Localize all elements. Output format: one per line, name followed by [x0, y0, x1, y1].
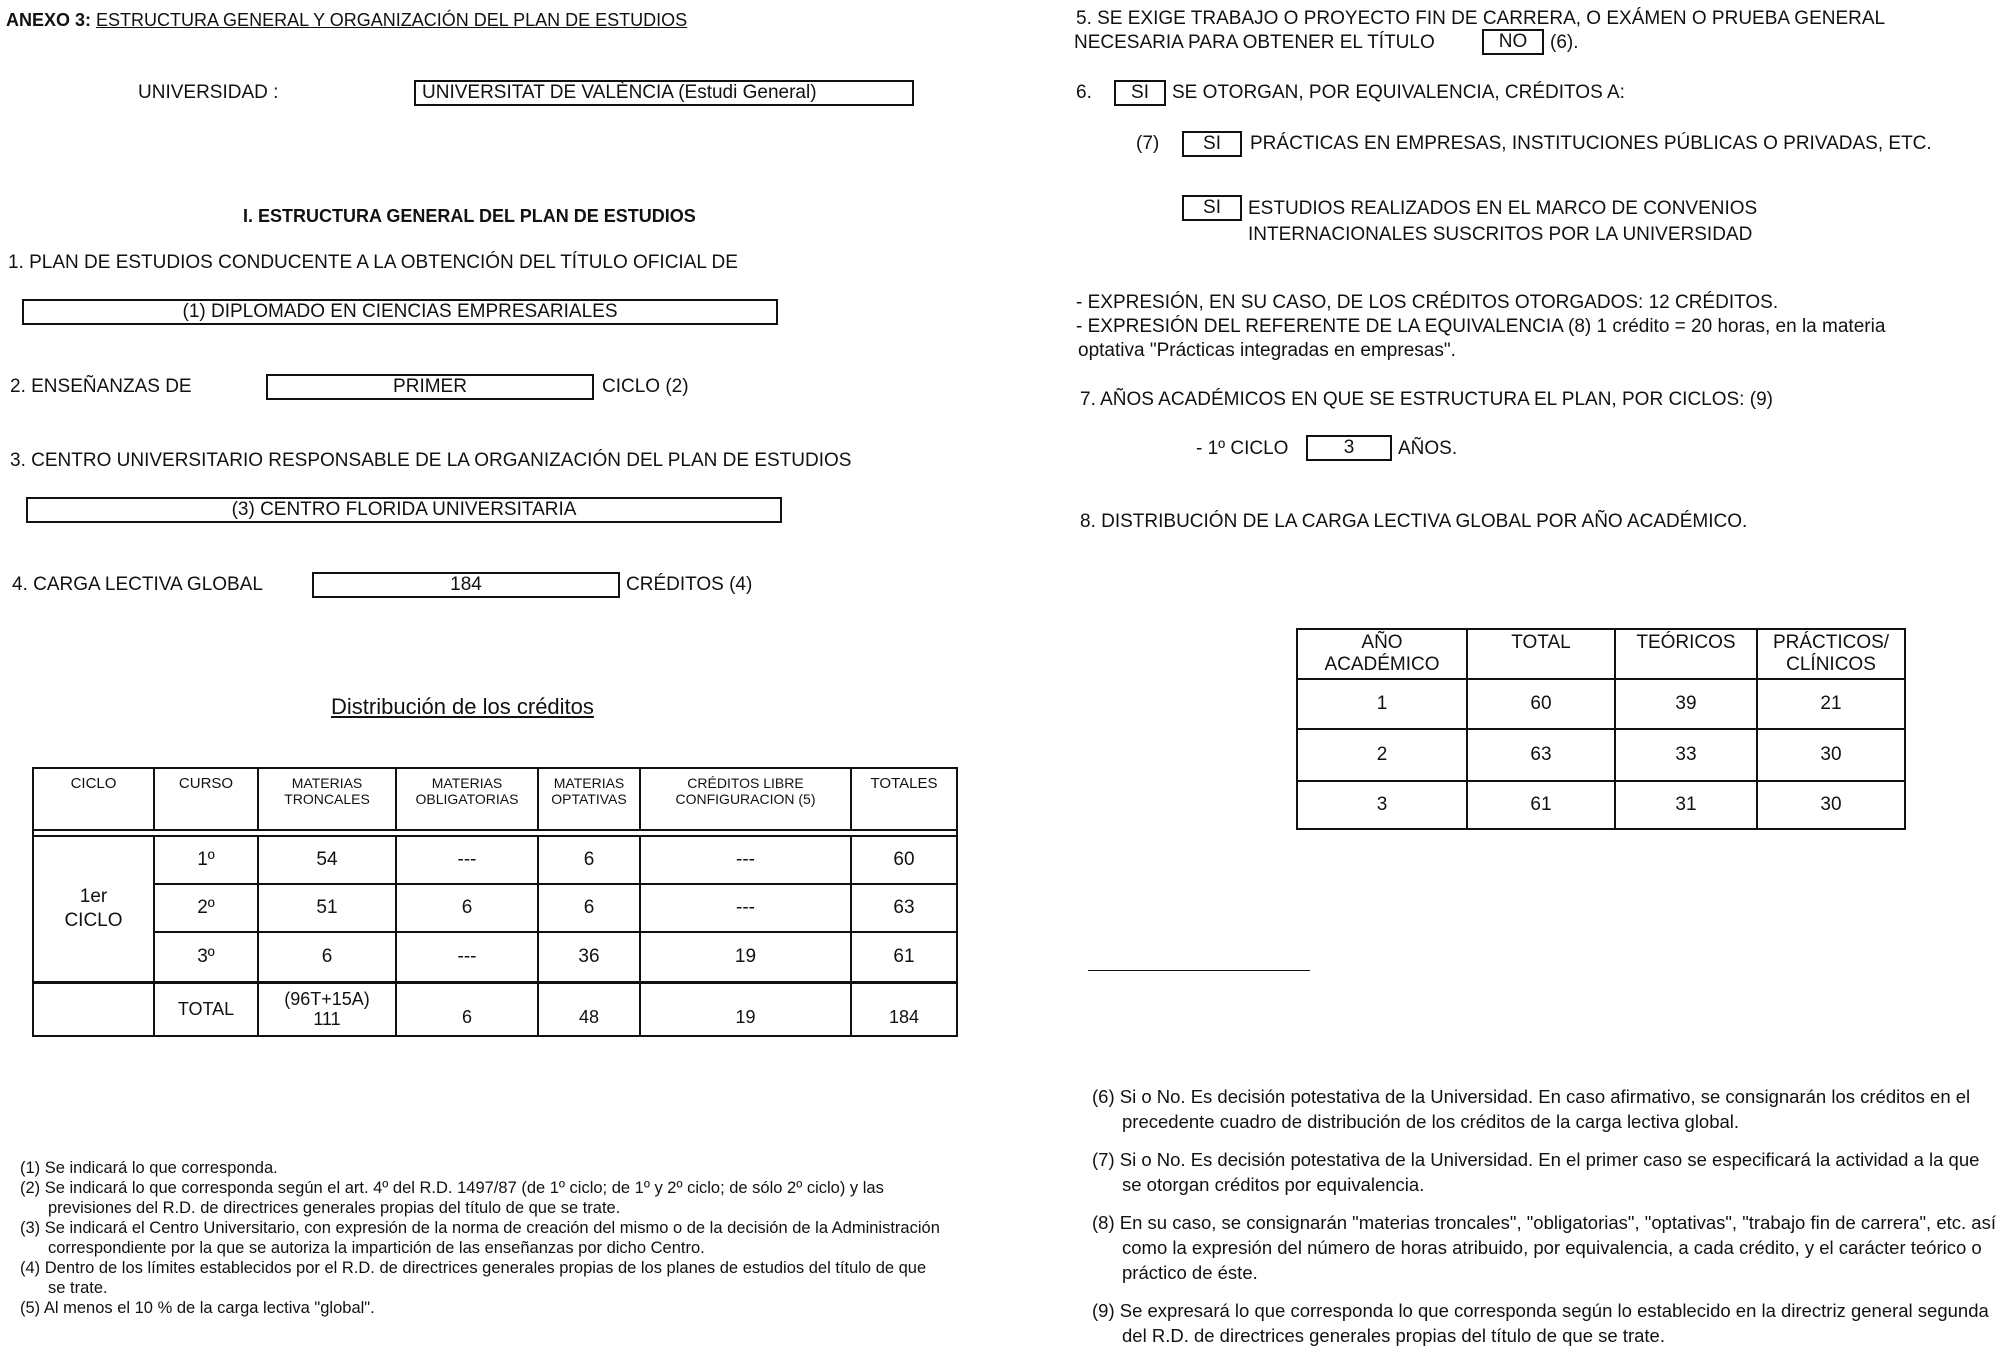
distribution-title: Distribución de los créditos [331, 694, 594, 719]
expression-line1: - EXPRESIÓN, EN SU CASO, DE LOS CRÉDITOS OTORGADOS: 12 CRÉDITOS. [1076, 292, 1779, 313]
university-label: UNIVERSIDAD : [138, 82, 279, 103]
cycle-field: PRIMER [266, 374, 594, 400]
table-row [1297, 729, 1905, 781]
item7-cycle-label: - 1º CICLO [1196, 438, 1289, 459]
col-curso: CURSO [154, 768, 258, 830]
col-ciclo: CICLO [33, 768, 154, 830]
col-libre: CRÉDITOS LIBRE CONFIGURACION (5) [640, 768, 851, 830]
credits-table [32, 767, 958, 1037]
table-row [33, 932, 957, 982]
obligatorias-cell: --- [396, 932, 538, 982]
expression-line2: - EXPRESIÓN DEL REFERENTE DE LA EQUIVALENCIA (8) 1 crédito = 20 horas, en la materia [1076, 316, 1886, 337]
libre-cell: --- [640, 884, 851, 932]
total-totales: 184 [851, 982, 957, 1036]
total-cell: 61 [851, 932, 957, 982]
total-cell: 60 [851, 836, 957, 884]
total-row [33, 982, 957, 1036]
table-row [33, 836, 957, 884]
item5-line1: 5. SE EXIGE TRABAJO O PROYECTO FIN DE CARRERA, O EXÁMEN O PRUEBA GENERAL [1076, 8, 1886, 29]
year-cell: 2 [1297, 729, 1467, 781]
item6-label: SE OTORGAN, POR EQUIVALENCIA, CRÉDITOS A: [1172, 82, 1625, 103]
troncales-cell: 51 [258, 884, 396, 932]
item7-label: 7. AÑOS ACADÉMICOS EN QUE SE ESTRUCTURA EL PLAN, POR CICLOS: (9) [1080, 389, 1773, 410]
footnotes-right [1092, 1084, 1998, 1348]
item6-number: 6. [1076, 82, 1092, 103]
footnotes-left [20, 1158, 940, 1318]
curso-cell: 2º [154, 884, 258, 932]
footnote: (6) Si o No. Es decisión potestativa de la Universidad. En caso afirmativo, se consignarán los créditos en el precedente cuadro de distribución de los créditos de la carga lectiva global. [1092, 1086, 1971, 1132]
total-libre: 19 [640, 982, 851, 1036]
item1-label: 1. PLAN DE ESTUDIOS CONDUCENTE A LA OBTENCIÓN DEL TÍTULO OFICIAL DE [8, 252, 738, 273]
footnote: (2) Se indicará lo que corresponda según el art. 4º del R.D. 1497/87 (de 1º ciclo; de 1º y 2º ciclo; de sólo 2º ciclo) y las previsiones del R.D. de directrices generales propias del título de que se trate. [20, 1179, 884, 1217]
footnote-rule [1088, 970, 1310, 971]
university-field: UNIVERSITAT DE VALÈNCIA (Estudi General) [414, 80, 914, 106]
item4-label: 4. CARGA LECTIVA GLOBAL [12, 574, 263, 595]
item5-line2: NECESARIA PARA OBTENER EL TÍTULO [1074, 32, 1435, 53]
total-troncales: (96T+15A) 111 [258, 982, 396, 1036]
obligatorias-cell: 6 [396, 884, 538, 932]
table-row [33, 884, 957, 932]
item4-suffix: CRÉDITOS (4) [626, 574, 753, 595]
item8-label: 8. DISTRIBUCIÓN DE LA CARGA LECTIVA GLOBAL POR AÑO ACADÉMICO. [1080, 511, 1748, 532]
total-optativas: 48 [538, 982, 640, 1036]
total-obligatorias: 6 [396, 982, 538, 1036]
total-cell: 63 [1467, 729, 1615, 781]
center-field: (3) CENTRO FLORIDA UNIVERSITARIA [26, 497, 782, 523]
internships-field: SI [1182, 131, 1242, 157]
total-cell: 61 [1467, 781, 1615, 829]
item5-suffix: (6). [1550, 32, 1579, 53]
item7-suffix: AÑOS. [1398, 438, 1458, 459]
year-table-header [1297, 629, 1905, 679]
total-cell: 60 [1467, 679, 1615, 729]
footnote: (7) Si o No. Es decisión potestativa de la Universidad. En el primer caso se especificará la actividad a la que se otorgan créditos por equivalencia. [1092, 1149, 1980, 1195]
curso-cell: 1º [154, 836, 258, 884]
annex-heading [6, 10, 687, 31]
degree-title-field: (1) DIPLOMADO EN CIENCIAS EMPRESARIALES [22, 299, 778, 325]
footnote: (4) Dentro de los límites establecidos por el R.D. de directrices generales propias de los planes de estudios del título de que se trate. [20, 1259, 927, 1297]
table-row [1297, 781, 1905, 829]
libre-cell: 19 [640, 932, 851, 982]
col-optativas: MATERIAS OPTATIVAS [538, 768, 640, 830]
annex-title: ESTRUCTURA GENERAL Y ORGANIZACIÓN DEL PLAN DE ESTUDIOS [96, 10, 688, 30]
col-year: AÑO ACADÉMICO [1297, 629, 1467, 679]
obligatorias-cell: --- [396, 836, 538, 884]
footnote: (8) En su caso, se consignarán "materias troncales", "obligatorias", "optativas", "trabajo fin de carrera", etc. así como la expresión del número de horas atribuido, por equivalencia, a cada crédito, y el carácter teórico o práctico de éste. [1092, 1212, 1996, 1283]
credits-table-header [33, 768, 957, 830]
curso-cell: 3º [154, 932, 258, 982]
optativas-cell: 36 [538, 932, 640, 982]
optativas-cell: 6 [538, 884, 640, 932]
col-teoricos: TEÓRICOS [1615, 629, 1757, 679]
practicos-cell: 21 [1757, 679, 1905, 729]
years-field: 3 [1306, 435, 1392, 461]
troncales-cell: 6 [258, 932, 396, 982]
expression-line3: optativa "Prácticas integradas en empresas". [1078, 340, 1456, 361]
troncales-cell: 54 [258, 836, 396, 884]
year-cell: 1 [1297, 679, 1467, 729]
footnote: (9) Se expresará lo que corresponda lo que corresponda según lo establecido en la directriz general segunda del R.D. de directrices generales propias del título de que se trate. [1092, 1300, 1989, 1346]
section-title: I. ESTRUCTURA GENERAL DEL PLAN DE ESTUDIOS [243, 206, 696, 226]
item2-label: 2. ENSEÑANZAS DE [10, 376, 192, 397]
footnote: (3) Se indicará el Centro Universitario, con expresión de la norma de creación del mismo o de la decisión de la Administración correspondiente por la que se autoriza la impartición de las enseñanzas por dicho Centro. [20, 1219, 940, 1257]
final-project-field: NO [1482, 29, 1544, 55]
total-cell: 63 [851, 884, 957, 932]
item6b-line1: ESTUDIOS REALIZADOS EN EL MARCO DE CONVENIOS [1248, 198, 1758, 219]
year-table [1296, 628, 1906, 830]
col-troncales: MATERIAS TRONCALES [258, 768, 396, 830]
annex-label: ANEXO 3: [6, 10, 92, 30]
practicos-cell: 30 [1757, 729, 1905, 781]
teoricos-cell: 39 [1615, 679, 1757, 729]
col-total: TOTAL [1467, 629, 1615, 679]
total-label: TOTAL [154, 982, 258, 1036]
year-cell: 3 [1297, 781, 1467, 829]
footnote: (5) Al menos el 10 % de la carga lectiva "global". [20, 1299, 375, 1317]
col-practicos: PRÁCTICOS/ CLÍNICOS [1757, 629, 1905, 679]
item2-suffix: CICLO (2) [602, 376, 689, 397]
col-totales: TOTALES [851, 768, 957, 830]
item3-label: 3. CENTRO UNIVERSITARIO RESPONSABLE DE LA ORGANIZACIÓN DEL PLAN DE ESTUDIOS [10, 450, 852, 471]
equivalence-field: SI [1114, 80, 1166, 106]
optativas-cell: 6 [538, 836, 640, 884]
teoricos-cell: 33 [1615, 729, 1757, 781]
ciclo-cell: 1er CICLO [33, 836, 154, 982]
libre-cell: --- [640, 836, 851, 884]
agreements-field: SI [1182, 195, 1242, 221]
practicos-cell: 30 [1757, 781, 1905, 829]
item6a-ref: (7) [1136, 133, 1160, 154]
teoricos-cell: 31 [1615, 781, 1757, 829]
item6a-label: PRÁCTICAS EN EMPRESAS, INSTITUCIONES PÚBLICAS O PRIVADAS, ETC. [1250, 133, 1932, 154]
col-obligatorias: MATERIAS OBLIGATORIAS [396, 768, 538, 830]
total-credits-field: 184 [312, 572, 620, 598]
table-row [1297, 679, 1905, 729]
footnote: (1) Se indicará lo que corresponda. [20, 1159, 278, 1177]
item6b-line2: INTERNACIONALES SUSCRITOS POR LA UNIVERSIDAD [1248, 224, 1753, 245]
